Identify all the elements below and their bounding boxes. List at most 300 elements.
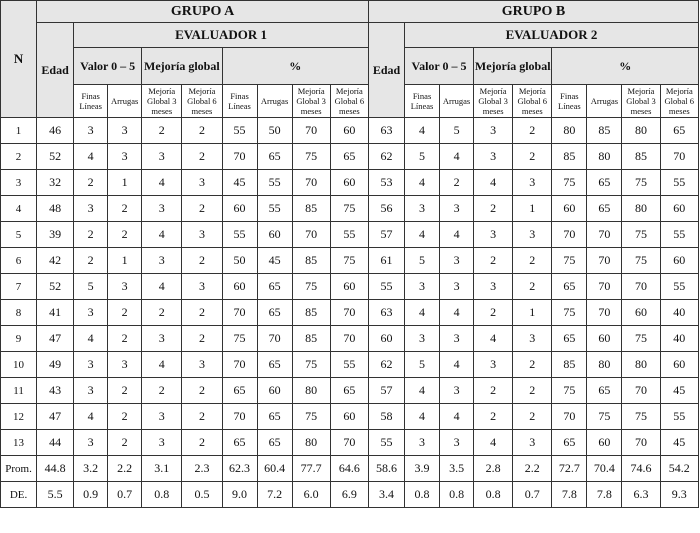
table-cell: 3: [74, 300, 108, 326]
table-cell: 75: [330, 248, 368, 274]
table-cell: 45: [660, 430, 698, 456]
table-cell: 3: [440, 248, 474, 274]
table-cell: 52: [37, 144, 74, 170]
table-cell: 2: [513, 404, 552, 430]
table-cell: 9.0: [222, 482, 257, 508]
table-cell: 70: [622, 430, 660, 456]
row-label-cell: 2: [1, 144, 37, 170]
table-cell: 55: [368, 430, 404, 456]
table-cell: 75: [622, 404, 660, 430]
sub-pct-mejoria-3m: Mejoría Global 3 meses: [622, 85, 660, 118]
table-cell: 65: [257, 144, 292, 170]
table-cell: 60: [587, 430, 622, 456]
table-cell: 50: [222, 248, 257, 274]
table-cell: 65: [587, 170, 622, 196]
row-label-cell: 10: [1, 352, 37, 378]
table-row: [1, 196, 699, 222]
table-cell: 55: [368, 274, 404, 300]
table-cell: 45: [660, 378, 698, 404]
table-cell: 70: [292, 170, 330, 196]
table-cell: 75: [330, 196, 368, 222]
table-cell: 3: [405, 430, 440, 456]
table-cell: 65: [660, 118, 698, 144]
table-cell: 3: [142, 248, 182, 274]
row-label-cell: 9: [1, 326, 37, 352]
table-cell: 55: [660, 274, 698, 300]
table-cell: 70: [587, 248, 622, 274]
table-cell: 4: [440, 222, 474, 248]
table-cell: 1: [513, 300, 552, 326]
table-cell: 0.5: [182, 482, 222, 508]
table-cell: 4: [405, 300, 440, 326]
table-cell: 0.8: [142, 482, 182, 508]
header-mejoria-b: Mejoría global: [474, 48, 552, 85]
table-cell: 2: [182, 300, 222, 326]
table-cell: 85: [622, 144, 660, 170]
table-cell: 70: [622, 274, 660, 300]
header-grupo-a: GRUPO A: [37, 1, 369, 23]
table-cell: 1: [108, 248, 142, 274]
sub-mejoria-3m: Mejoría Global 3 meses: [142, 85, 182, 118]
table-cell: 3.5: [440, 456, 474, 482]
table-cell: 75: [622, 222, 660, 248]
table-cell: 4: [405, 222, 440, 248]
table-cell: 75: [552, 248, 587, 274]
sub-pct-mejoria-6m: Mejoría Global 6 meses: [330, 85, 368, 118]
table-cell: 3: [74, 196, 108, 222]
table-cell: 70: [330, 430, 368, 456]
table-cell: 65: [257, 404, 292, 430]
table-cell: 0.7: [108, 482, 142, 508]
table-cell: 85: [552, 144, 587, 170]
table-cell: 2: [182, 404, 222, 430]
table-cell: 4: [405, 404, 440, 430]
table-cell: 60: [330, 170, 368, 196]
table-cell: 39: [37, 222, 74, 248]
table-cell: 4: [474, 170, 513, 196]
row-label-cell: 6: [1, 248, 37, 274]
table-cell: 80: [622, 196, 660, 222]
table-cell: 57: [368, 378, 404, 404]
table-cell: 56: [368, 196, 404, 222]
table-cell: 2: [513, 274, 552, 300]
table-cell: 75: [222, 326, 257, 352]
table-cell: 2.2: [108, 456, 142, 482]
table-cell: 70: [587, 222, 622, 248]
table-cell: 65: [552, 274, 587, 300]
table-cell: 60: [330, 404, 368, 430]
table-cell: 75: [622, 170, 660, 196]
table-cell: 60: [330, 274, 368, 300]
table-cell: 60.4: [257, 456, 292, 482]
table-cell: 5: [74, 274, 108, 300]
table-cell: 3: [142, 326, 182, 352]
table-cell: 3: [405, 196, 440, 222]
table-cell: 65: [587, 196, 622, 222]
table-cell: 0.8: [474, 482, 513, 508]
table-cell: 6.0: [292, 482, 330, 508]
table-cell: 60: [222, 196, 257, 222]
table-cell: 60: [622, 300, 660, 326]
table-cell: 4: [74, 326, 108, 352]
table-cell: 5: [405, 352, 440, 378]
table-cell: 42: [37, 248, 74, 274]
table-cell: 44: [37, 430, 74, 456]
table-cell: 54.2: [660, 456, 698, 482]
table-cell: 0.8: [440, 482, 474, 508]
table-cell: 64.6: [330, 456, 368, 482]
table-cell: 55: [257, 196, 292, 222]
table-cell: 2.8: [474, 456, 513, 482]
table-cell: 77.7: [292, 456, 330, 482]
table-cell: 3: [108, 144, 142, 170]
table-cell: 55: [222, 118, 257, 144]
table-cell: 5: [440, 118, 474, 144]
table-cell: 60: [660, 248, 698, 274]
table-cell: 5: [405, 248, 440, 274]
table-cell: 55: [660, 170, 698, 196]
sub-pct-arrugas: Arrugas: [257, 85, 292, 118]
table-cell: 4: [142, 170, 182, 196]
table-cell: 4: [440, 144, 474, 170]
table-cell: 4: [405, 170, 440, 196]
table-cell: 65: [330, 144, 368, 170]
row-label-cell: 4: [1, 196, 37, 222]
table-cell: 3: [182, 170, 222, 196]
table-cell: 85: [587, 118, 622, 144]
table-cell: 75: [552, 300, 587, 326]
row-label-cell: 13: [1, 430, 37, 456]
table-row: [1, 326, 699, 352]
table-cell: 45: [257, 248, 292, 274]
table-cell: 2: [474, 196, 513, 222]
table-cell: 65: [222, 378, 257, 404]
table-cell: 2: [182, 118, 222, 144]
table-cell: 85: [292, 196, 330, 222]
table-cell: 70: [660, 144, 698, 170]
table-cell: 3: [182, 352, 222, 378]
table-cell: 2: [474, 300, 513, 326]
table-cell: 2: [142, 118, 182, 144]
table-cell: 75: [552, 378, 587, 404]
table-cell: 48: [37, 196, 74, 222]
header-n: N: [1, 1, 37, 118]
row-label-cell: DE.: [1, 482, 37, 508]
table-cell: 2: [182, 326, 222, 352]
header-valor-b: Valor 0 – 5: [405, 48, 474, 85]
table-cell: 75: [292, 352, 330, 378]
table-cell: 2: [513, 352, 552, 378]
table-cell: 9.3: [660, 482, 698, 508]
table-cell: 2: [142, 300, 182, 326]
table-cell: 3: [474, 274, 513, 300]
table-cell: 3: [142, 404, 182, 430]
table-cell: 32: [37, 170, 74, 196]
row-label-cell: 1: [1, 118, 37, 144]
table-cell: 80: [292, 430, 330, 456]
table-cell: 3: [513, 430, 552, 456]
table-cell: 3: [474, 144, 513, 170]
table-cell: 3: [440, 430, 474, 456]
sub-arrugas: Arrugas: [440, 85, 474, 118]
table-cell: 75: [292, 404, 330, 430]
table-cell: 55: [330, 352, 368, 378]
table-cell: 49: [37, 352, 74, 378]
table-cell: 4: [440, 300, 474, 326]
table-cell: 3: [108, 118, 142, 144]
table-cell: 3.1: [142, 456, 182, 482]
table-cell: 0.8: [405, 482, 440, 508]
table-row: [1, 274, 699, 300]
header-valor-a: Valor 0 – 5: [74, 48, 142, 85]
table-cell: 4: [440, 404, 474, 430]
header-pct-a: %: [222, 48, 368, 85]
table-cell: 3: [405, 326, 440, 352]
table-cell: 65: [257, 274, 292, 300]
table-cell: 2: [108, 300, 142, 326]
table-cell: 58: [368, 404, 404, 430]
table-cell: 3: [182, 222, 222, 248]
table-row: [1, 144, 699, 170]
table-cell: 70: [552, 404, 587, 430]
table-cell: 2: [440, 170, 474, 196]
table-cell: 85: [292, 300, 330, 326]
table-cell: 70: [222, 352, 257, 378]
table-cell: 65: [552, 430, 587, 456]
table-cell: 75: [587, 404, 622, 430]
table-cell: 60: [368, 326, 404, 352]
table-cell: 60: [330, 118, 368, 144]
table-cell: 3: [74, 378, 108, 404]
table-cell: 85: [292, 326, 330, 352]
table-cell: 55: [660, 404, 698, 430]
table-cell: 70: [222, 404, 257, 430]
table-cell: 72.7: [552, 456, 587, 482]
table-cell: 63: [368, 300, 404, 326]
table-cell: 80: [587, 352, 622, 378]
table-row: [1, 378, 699, 404]
table-cell: 3.2: [74, 456, 108, 482]
row-label-cell: 7: [1, 274, 37, 300]
sub-pct-finas-lineas: Finas Líneas: [552, 85, 587, 118]
table-row: [1, 482, 699, 508]
table-cell: 3: [405, 274, 440, 300]
table-cell: 7.8: [587, 482, 622, 508]
table-cell: 2.3: [182, 456, 222, 482]
table-cell: 3: [440, 196, 474, 222]
table-cell: 75: [622, 326, 660, 352]
table-cell: 4: [405, 118, 440, 144]
table-cell: 3: [108, 352, 142, 378]
table-cell: 70: [587, 274, 622, 300]
table-cell: 2: [182, 144, 222, 170]
table-cell: 2: [513, 144, 552, 170]
table-cell: 63: [368, 118, 404, 144]
table-cell: 3: [513, 222, 552, 248]
table-cell: 61: [368, 248, 404, 274]
header-edad-b: Edad: [368, 23, 404, 118]
row-label-cell: 12: [1, 404, 37, 430]
table-cell: 65: [257, 300, 292, 326]
table-cell: 2: [108, 196, 142, 222]
table-row: [1, 404, 699, 430]
sub-arrugas: Arrugas: [108, 85, 142, 118]
table-cell: 2: [474, 378, 513, 404]
table-cell: 40: [660, 300, 698, 326]
table-cell: 80: [622, 352, 660, 378]
table-cell: 60: [660, 352, 698, 378]
header-evaluador-1: EVALUADOR 1: [74, 23, 369, 48]
table-cell: 53: [368, 170, 404, 196]
table-cell: 65: [587, 378, 622, 404]
table-cell: 75: [622, 248, 660, 274]
table-cell: 55: [222, 222, 257, 248]
table-cell: 4: [74, 404, 108, 430]
table-cell: 55: [660, 222, 698, 248]
table-cell: 3: [142, 196, 182, 222]
table-cell: 0.7: [513, 482, 552, 508]
table-cell: 2.2: [513, 456, 552, 482]
table-cell: 65: [222, 430, 257, 456]
table-cell: 60: [660, 196, 698, 222]
table-cell: 70: [552, 222, 587, 248]
table-cell: 70: [292, 118, 330, 144]
table-cell: 6.9: [330, 482, 368, 508]
table-cell: 4: [142, 222, 182, 248]
table-cell: 3: [474, 352, 513, 378]
table-cell: 4: [142, 352, 182, 378]
table-cell: 65: [552, 326, 587, 352]
table-cell: 60: [552, 196, 587, 222]
row-label-cell: 8: [1, 300, 37, 326]
table-cell: 70: [292, 222, 330, 248]
table-cell: 2: [108, 378, 142, 404]
row-label-cell: 11: [1, 378, 37, 404]
table-cell: 3: [142, 430, 182, 456]
table-cell: 80: [552, 118, 587, 144]
table-cell: 60: [222, 274, 257, 300]
sub-finas-lineas: Finas Líneas: [405, 85, 440, 118]
table-cell: 43: [37, 378, 74, 404]
table-row: [1, 300, 699, 326]
header-evaluador-2: EVALUADOR 2: [405, 23, 699, 48]
table-row: [1, 222, 699, 248]
header-grupo-b: GRUPO B: [368, 1, 698, 23]
table-cell: 2: [108, 222, 142, 248]
table-row: [1, 456, 699, 482]
table-cell: 80: [292, 378, 330, 404]
table-cell: 2: [182, 378, 222, 404]
table-body: [1, 118, 699, 508]
table-cell: 3: [74, 430, 108, 456]
table-cell: 62: [368, 352, 404, 378]
sub-pct-finas-lineas: Finas Líneas: [222, 85, 257, 118]
row-label-cell: 5: [1, 222, 37, 248]
table-cell: 74.6: [622, 456, 660, 482]
table-cell: 3: [513, 326, 552, 352]
sub-pct-mejoria-3m: Mejoría Global 3 meses: [292, 85, 330, 118]
table-cell: 2: [182, 248, 222, 274]
table-cell: 2: [108, 430, 142, 456]
table-cell: 4: [474, 326, 513, 352]
table-cell: 3: [142, 144, 182, 170]
table-cell: 1: [513, 196, 552, 222]
table-cell: 2: [513, 248, 552, 274]
table-cell: 70: [222, 300, 257, 326]
sub-mejoria-3m: Mejoría Global 3 meses: [474, 85, 513, 118]
table-cell: 40: [660, 326, 698, 352]
table-cell: 3: [74, 118, 108, 144]
table-cell: 70.4: [587, 456, 622, 482]
table-cell: 2: [474, 404, 513, 430]
table-cell: 70: [330, 300, 368, 326]
table-cell: 3: [513, 170, 552, 196]
table-cell: 47: [37, 326, 74, 352]
table-cell: 70: [622, 378, 660, 404]
table-cell: 70: [257, 326, 292, 352]
sub-mejoria-6m: Mejoría Global 6 meses: [513, 85, 552, 118]
table-cell: 4: [74, 144, 108, 170]
table-cell: 45: [222, 170, 257, 196]
sub-mejoria-6m: Mejoría Global 6 meses: [182, 85, 222, 118]
table-cell: 80: [587, 144, 622, 170]
table-cell: 6.3: [622, 482, 660, 508]
table-cell: 3: [182, 274, 222, 300]
table-cell: 3: [108, 274, 142, 300]
table-cell: 85: [292, 248, 330, 274]
table-cell: 2: [108, 326, 142, 352]
sub-pct-mejoria-6m: Mejoría Global 6 meses: [660, 85, 698, 118]
table-cell: 2: [182, 196, 222, 222]
table-cell: 7.2: [257, 482, 292, 508]
table-cell: 2: [108, 404, 142, 430]
table-cell: 75: [552, 170, 587, 196]
table-cell: 55: [257, 170, 292, 196]
row-label-cell: 3: [1, 170, 37, 196]
table-cell: 65: [330, 378, 368, 404]
table-cell: 7.8: [552, 482, 587, 508]
table-cell: 3: [440, 274, 474, 300]
sub-pct-arrugas: Arrugas: [587, 85, 622, 118]
table-cell: 3: [74, 352, 108, 378]
table-cell: 70: [330, 326, 368, 352]
table-row: [1, 352, 699, 378]
table-cell: 4: [405, 378, 440, 404]
table-cell: 2: [74, 222, 108, 248]
table-cell: 62: [368, 144, 404, 170]
table-cell: 80: [622, 118, 660, 144]
sub-finas-lineas: Finas Líneas: [74, 85, 108, 118]
table-cell: 3: [474, 222, 513, 248]
table-cell: 57: [368, 222, 404, 248]
row-label-cell: Prom.: [1, 456, 37, 482]
table-cell: 60: [257, 222, 292, 248]
table-cell: 65: [257, 430, 292, 456]
header-edad-a: Edad: [37, 23, 74, 118]
table-cell: 3.9: [405, 456, 440, 482]
table-cell: 5: [405, 144, 440, 170]
table-cell: 4: [474, 430, 513, 456]
table-cell: 50: [257, 118, 292, 144]
table-cell: 2: [74, 170, 108, 196]
table-cell: 1: [108, 170, 142, 196]
table-cell: 2: [182, 430, 222, 456]
table-cell: 58.6: [368, 456, 404, 482]
table-row: [1, 118, 699, 144]
table-cell: 4: [440, 352, 474, 378]
table-cell: 85: [552, 352, 587, 378]
table-row: [1, 248, 699, 274]
